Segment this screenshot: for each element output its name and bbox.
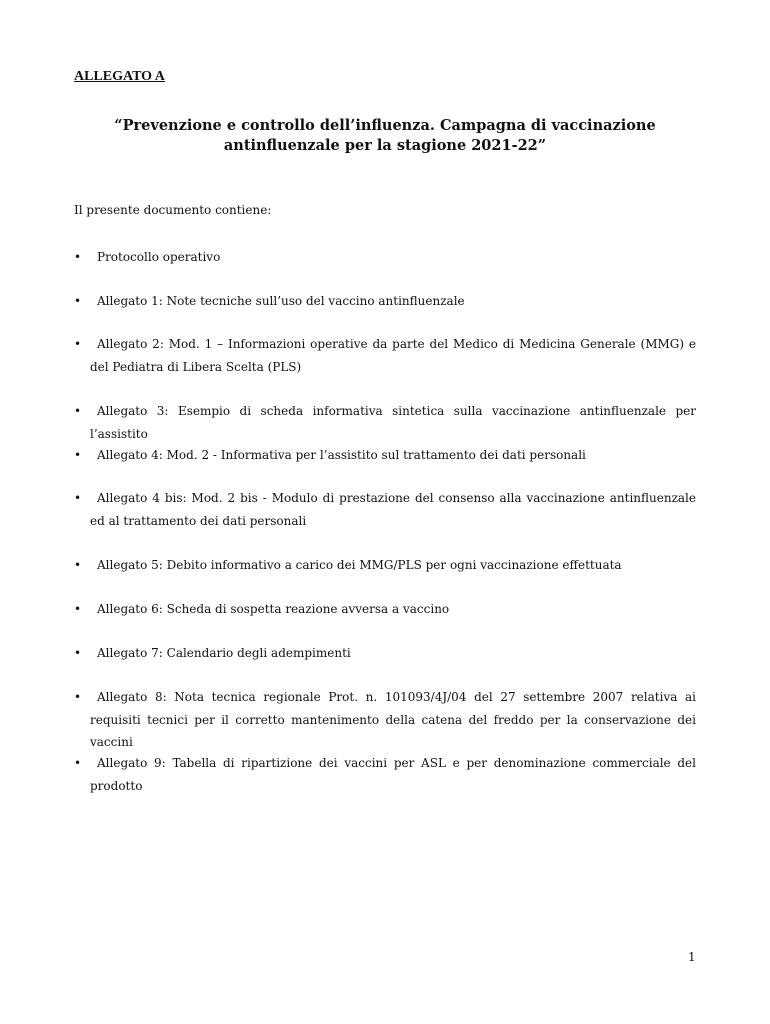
list-item-text: Allegato 1: Note tecniche sull’uso del vaccino antinfluenzale	[97, 294, 465, 308]
list-item-text: Allegato 3: Esempio di scheda informativa sintetica sulla vaccinazione antinfluenzale per l’assistito	[90, 404, 696, 441]
list-item-text: Allegato 4: Mod. 2 - Informativa per l’assistito sul trattamento dei dati personali	[97, 448, 586, 462]
bullet-icon: •	[74, 294, 82, 308]
bullet-icon: •	[74, 448, 82, 462]
bullet-icon: •	[74, 646, 82, 660]
list-item	[74, 554, 696, 598]
list-item-text: Allegato 9: Tabella di ripartizione dei vaccini per ASL e per denominazione commerciale del prodotto	[90, 756, 696, 793]
intro-text: Il presente documento contiene:	[74, 203, 272, 217]
document-title-line-1: “Prevenzione e controllo dell’influenza. Campagna di vaccinazione	[114, 117, 656, 134]
list-item-text: Allegato 6: Scheda di sospetta reazione avversa a vaccino	[97, 602, 450, 616]
bullet-icon: •	[74, 756, 82, 770]
list-item	[74, 487, 696, 554]
list-item	[74, 246, 696, 290]
list-item	[74, 752, 696, 797]
bullet-icon: •	[74, 558, 82, 572]
list-item-text: Allegato 7: Calendario degli adempimenti	[97, 646, 351, 660]
list-item-text: Allegato 5: Debito informativo a carico dei MMG/PLS per ogni vaccinazione effettuata	[97, 558, 622, 572]
list-item	[74, 686, 696, 752]
attachment-heading: ALLEGATO A	[74, 69, 165, 84]
bullet-icon: •	[74, 337, 82, 351]
list-item-text: Allegato 2: Mod. 1 – Informazioni operative da parte del Medico di Medicina Generale (MMG) e del Pediatra di Libera Scelta (PLS)	[90, 337, 696, 374]
page-number: 1	[688, 950, 696, 964]
list-item-text: Allegato 4 bis: Mod. 2 bis - Modulo di prestazione del consenso alla vaccinazione antinfluenzale ed al trattamento dei dati personali	[90, 491, 696, 528]
list-item	[74, 598, 696, 642]
list-item	[74, 290, 696, 333]
document-title-line-2: antinfluenzale per la stagione 2021-22”	[223, 137, 547, 154]
bullet-icon: •	[74, 491, 82, 505]
list-item	[74, 400, 696, 444]
contents-list	[74, 246, 696, 797]
list-item	[74, 444, 696, 487]
list-item	[74, 333, 696, 400]
list-item-text: Allegato 8: Nota tecnica regionale Prot. n. 101093/4J/04 del 27 settembre 2007 relativa ai requisiti tecnici per il corretto mantenimento della catena del freddo per la conservazione dei vaccini	[90, 690, 696, 749]
document-title	[74, 116, 696, 156]
bullet-icon: •	[74, 602, 82, 616]
bullet-icon: •	[74, 690, 82, 704]
list-item-text: Protocollo operativo	[97, 250, 221, 264]
bullet-icon: •	[74, 404, 82, 418]
list-item	[74, 642, 696, 686]
bullet-icon: •	[74, 250, 82, 264]
